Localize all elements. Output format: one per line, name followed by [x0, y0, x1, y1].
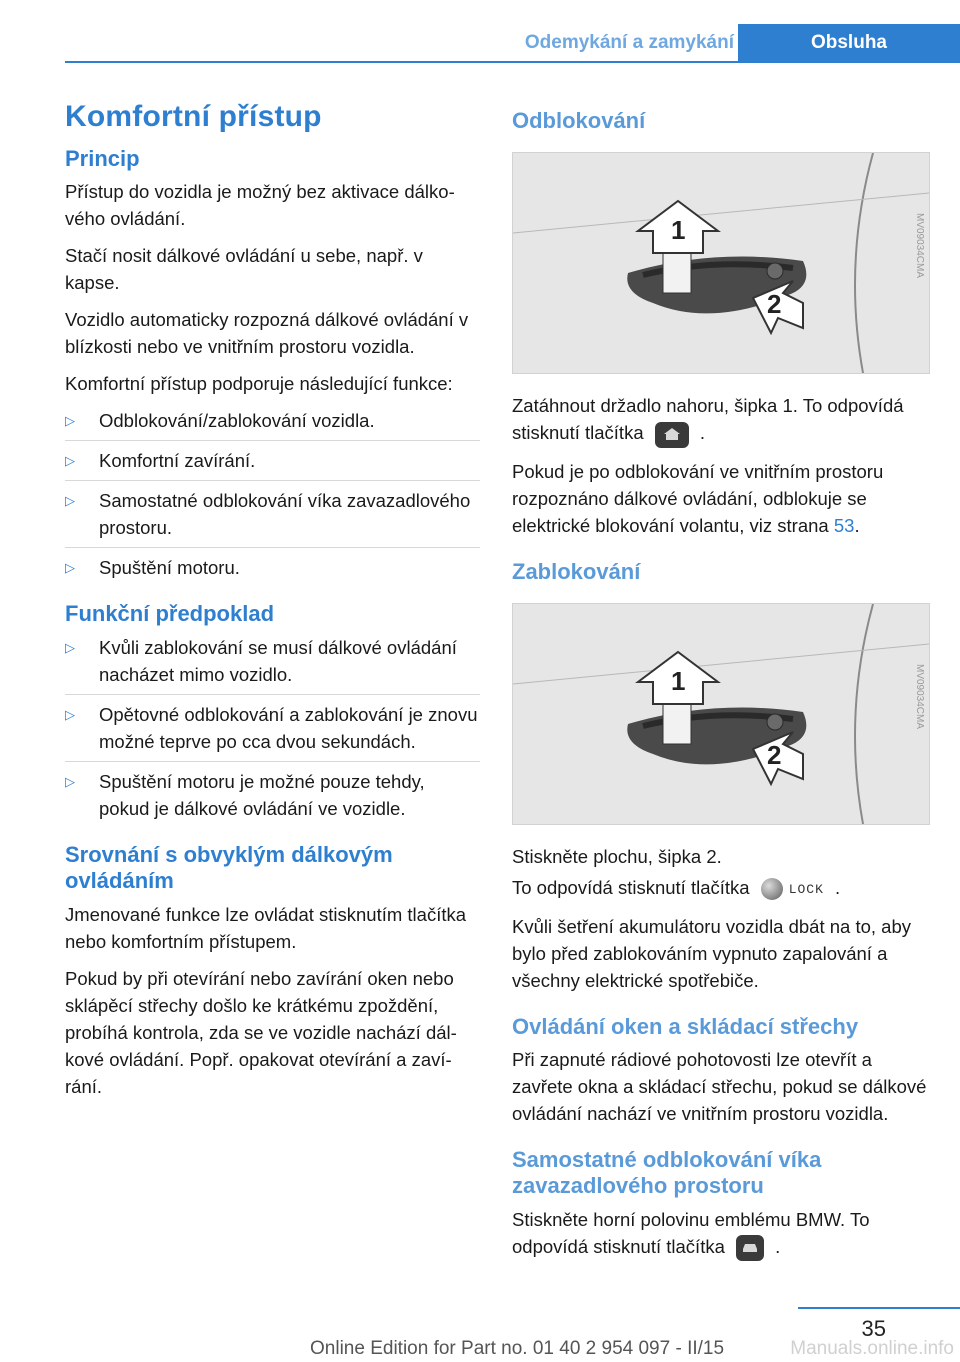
precondition-heading: Funkční předpoklad: [65, 601, 275, 627]
house-unlock-glyph: [663, 427, 681, 441]
list-item: ▷ Opětovné odblokování a zablokování je znovu možné teprve po cca dvou sekundách.: [65, 701, 480, 755]
lock-p3: Kvůli šetření akumulátoru vozidla dbát na to, aby bylo před zablokováním vypnuto zapalování a všechny elektrické spotřebiče.: [512, 915, 912, 991]
windows-p1: Při zapnuté rádiové pohotovosti lze otevřít a zavřete okna a skládací střechu, pokud se dálkové ovládání nachází ve vnitřním prostoru vozidla.: [512, 1048, 927, 1124]
footer-watermark: Manuals.online.info: [790, 1338, 954, 1359]
trunk-heading: Samostatné odblokování víka zavazadlového prostoru: [512, 1146, 822, 1199]
principle-p2: Stačí nosit dálkové ovládání u sebe, např. v kapse.: [65, 245, 423, 294]
lock-p1: Stiskněte plochu, šipka 2.: [512, 845, 722, 867]
list-item: ▷ Kvůli zablokování se musí dálkové ovládání nacházet mimo vozidlo.: [65, 634, 480, 688]
list-item: ▷ Spuštění motoru.: [65, 554, 480, 581]
arrow-1-label: 1: [671, 665, 686, 696]
comparison-p1: Jmenované funkce lze ovládat stisknutím tlačítka nebo komfortním přístupem.: [65, 903, 467, 952]
figure-code: MV09034CMA: [914, 213, 925, 279]
list-item: ▷ Odblokování/zablokování vozidla.: [65, 407, 480, 434]
door-handle-illustration: [513, 604, 929, 824]
bullet-triangle-icon: ▷: [65, 639, 75, 655]
unlock-p1: Zatáhnout držadlo nahoru, šipka 1. To odpovídá stisknutí tlačítka .: [512, 392, 932, 447]
unlock-button-icon: [655, 422, 689, 448]
header-chapter-tab: Obsluha: [738, 24, 960, 62]
bullet-triangle-icon: ▷: [65, 706, 75, 722]
arrow-2-label: 2: [767, 289, 782, 320]
bullet-triangle-icon: ▷: [65, 560, 75, 576]
principle-p3: Vozidlo automaticky rozpozná dálkové ovládání v blízkosti nebo ve vnitřním prostoru vozidla.: [65, 309, 469, 358]
list-item: ▷ Komfortní zavírání.: [65, 447, 480, 474]
lock-figure: [512, 603, 930, 825]
list-divider: [65, 761, 480, 762]
principle-heading: Princip: [65, 146, 140, 171]
footer-rule: [798, 1307, 960, 1309]
trunk-button-icon: [736, 1235, 764, 1261]
unlock-figure: [512, 152, 930, 374]
principle-p1: Přístup do vozidla je možný bez aktivace dálkového ovládání.: [65, 181, 455, 230]
list-divider: [65, 440, 480, 441]
comparison-p2: Pokud by při otevírání nebo zavírání oken nebo sklápěcí střechy došlo ke krátkému zpoždění, probíhá kontrola, zda se ve vozidle nachází dálkové ovládání. Popř. opakovat otevírání a zavírání.: [65, 967, 457, 1097]
precondition-list: [65, 634, 480, 822]
list-item: ▷ Samostatné odblokování víka zavazadlového prostoru.: [65, 487, 480, 541]
lock-p2: To odpovídá stisknutí tlačítka LOCK .: [512, 874, 932, 903]
bullet-triangle-icon: ▷: [65, 413, 75, 429]
lock-button-icon: [761, 876, 824, 903]
footer-edition: Online Edition for Part no. 01 40 2 954 097 - II/15: [310, 1338, 725, 1359]
windows-heading: Ovládání oken a skládací střechy: [512, 1013, 859, 1039]
lock-heading: Zablokování: [512, 558, 641, 584]
door-handle-illustration: [513, 153, 929, 373]
unlock-p2: Pokud je po odblokování ve vnitřním prostoru rozpoznáno dálkové ovládání, odblokuje se elektrické blokování volantu, viz strana 53.: [512, 460, 884, 536]
principle-p4: Komfortní přístup podporuje následující funkce:: [65, 373, 453, 395]
bmw-roundel-icon: [761, 878, 783, 900]
list-divider: [65, 694, 480, 695]
right-column: [512, 100, 932, 1271]
unlock-heading: Odblokování: [512, 108, 646, 133]
list-item: ▷ Spuštění motoru je možné pouze tehdy, pokud je dálkové ovládání ve vozidle.: [65, 768, 480, 822]
header-section-title: Odemykání a zamykání: [524, 32, 734, 53]
bullet-triangle-icon: ▷: [65, 493, 75, 509]
comparison-heading: Srovnání s obvyklým dálkovým ovládáním: [65, 841, 393, 894]
left-column: [65, 100, 480, 1110]
arrow-1-label: 1: [671, 215, 686, 246]
header-rule: [65, 61, 960, 63]
page-link[interactable]: 53: [833, 514, 855, 536]
list-divider: [65, 547, 480, 548]
list-divider: [65, 480, 480, 481]
arrow-2-label: 2: [767, 739, 782, 770]
principle-list: [65, 407, 480, 581]
trunk-p1: Stiskněte horní polovinu emblému BMW. To odpovídá stisknutí tlačítka .: [512, 1206, 932, 1261]
page-number: 35: [861, 1316, 886, 1341]
figure-code: MV09034CMA: [914, 663, 925, 729]
lock-button-label: LOCK: [788, 881, 824, 897]
car-trunk-glyph: [741, 1240, 759, 1254]
bullet-triangle-icon: ▷: [65, 773, 75, 789]
bullet-triangle-icon: ▷: [65, 453, 75, 469]
page-title: Komfortní přístup: [65, 100, 322, 133]
